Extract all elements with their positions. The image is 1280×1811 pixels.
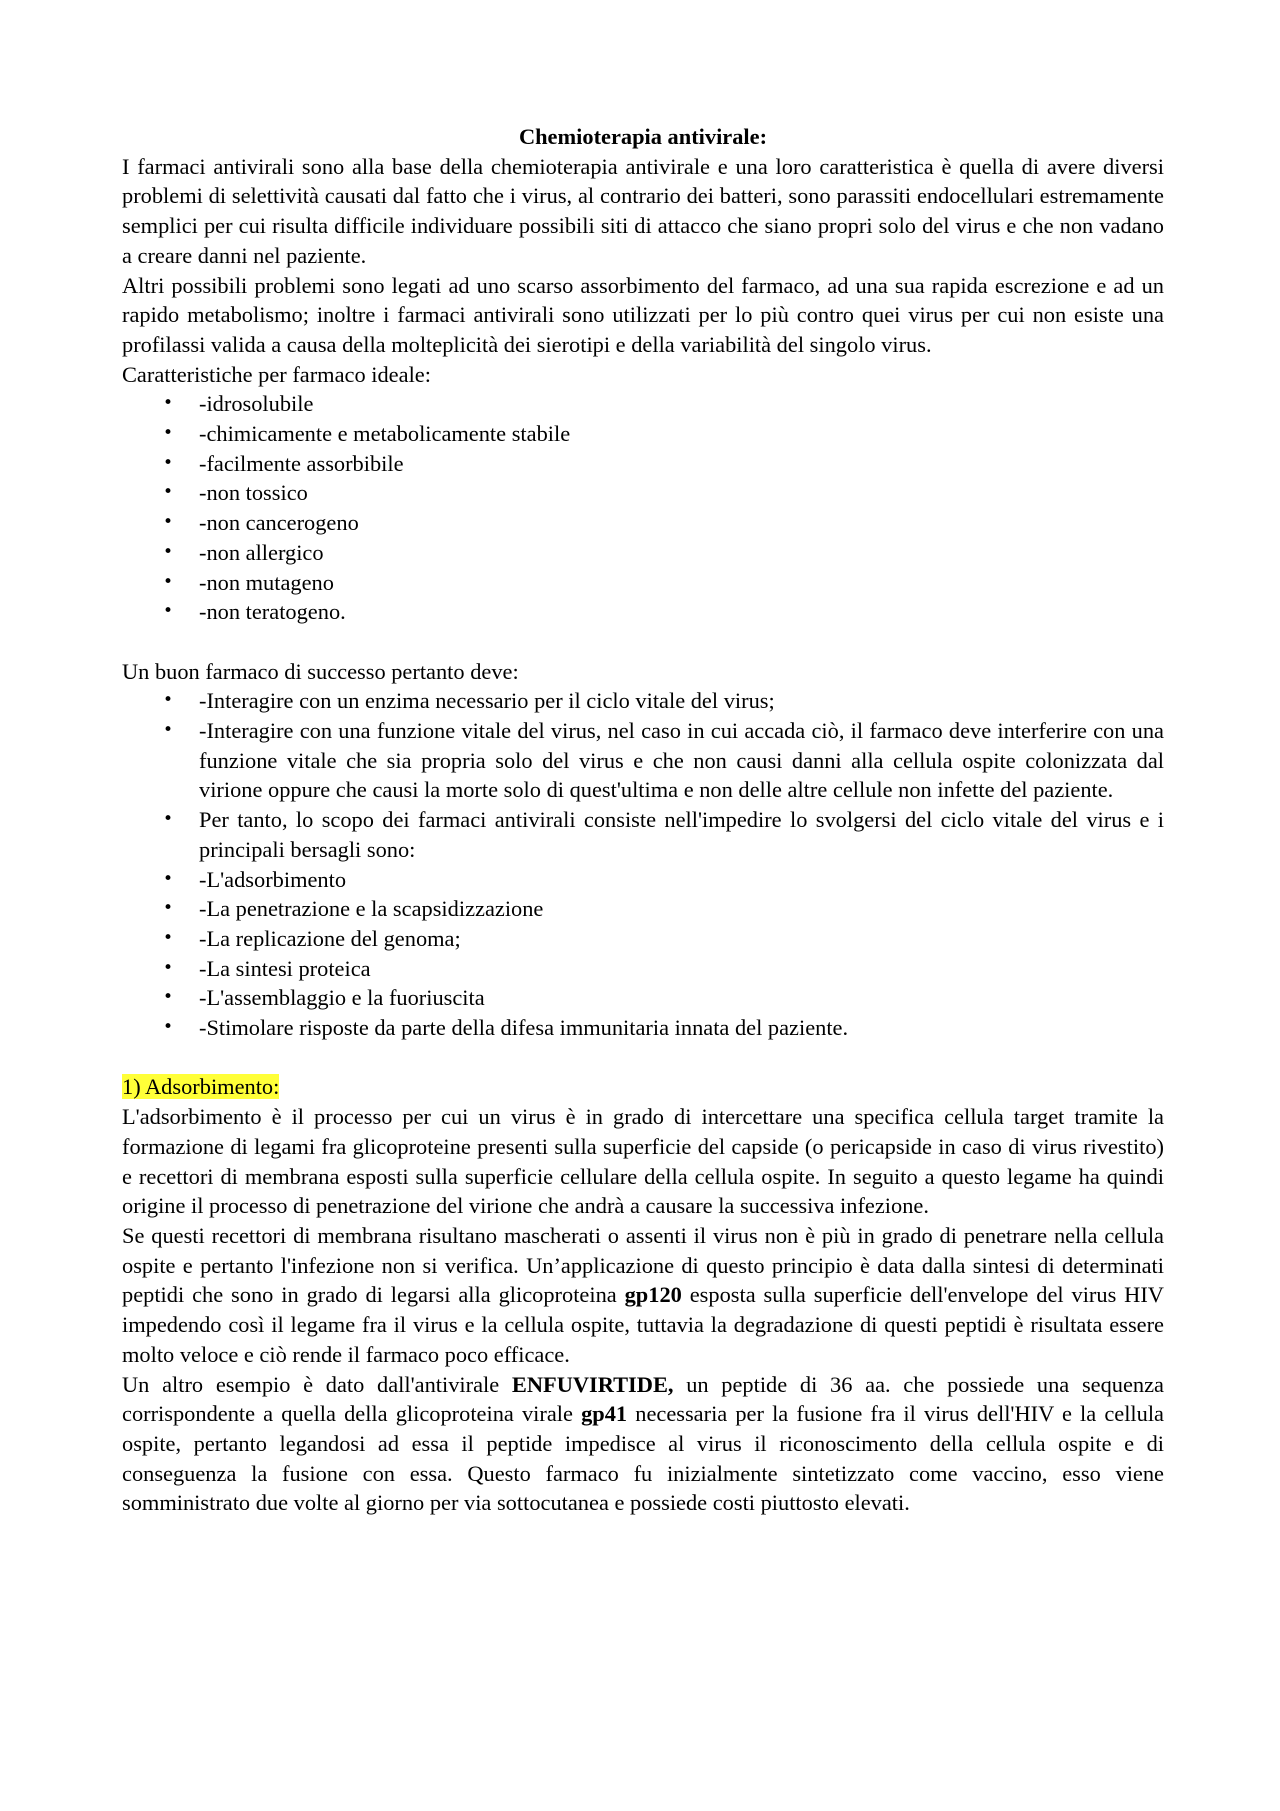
bullet-icon: • bbox=[163, 423, 174, 444]
list-item bbox=[122, 924, 1164, 954]
bullet-icon: • bbox=[163, 393, 174, 414]
list-item-text: -Stimolare risposte da parte della difesa immunitaria innata del paziente. bbox=[199, 1015, 849, 1041]
list-item bbox=[122, 508, 1164, 538]
bullet-icon: • bbox=[163, 571, 174, 592]
bullet-icon: • bbox=[163, 957, 174, 978]
intro-paragraph-2: Altri possibili problemi sono legati ad uno scarso assorbimento del farmaco, ad una sua rapida escrezione e ad un rapido metabolismo; inoltre i farmaci antivirali sono utilizzati per lo più contro quei virus per cui non esiste una profilassi valida a causa della molteplicità dei sierotipi e della variabilità del singolo virus. bbox=[122, 272, 1164, 357]
list-item-text: -chimicamente e metabolicamente stabile bbox=[199, 421, 571, 447]
list-item bbox=[122, 865, 1164, 895]
list-item-text: -non mutageno bbox=[199, 569, 334, 595]
bullet-icon: • bbox=[163, 809, 174, 830]
bullet-icon: • bbox=[163, 482, 174, 503]
bullet-icon: • bbox=[163, 541, 174, 562]
text-run: esposta sulla superficie dell'envelope del virus HIV impedendo così il legame fra il virus e la cellula ospite, tuttavia la degradazione di questi peptidi è risultata essere molto veloce e ciò rende il farmaco poco efficace. bbox=[122, 1282, 1164, 1367]
list-item-text: -non cancerogeno bbox=[199, 510, 359, 536]
list-item-text: -facilmente assorbibile bbox=[199, 450, 404, 476]
list-item-text: -non tossico bbox=[199, 480, 308, 506]
list-item bbox=[122, 419, 1164, 449]
success-requirements-list bbox=[122, 686, 1164, 1042]
list-item bbox=[122, 478, 1164, 508]
intro-paragraph-1: I farmaci antivirali sono alla base della chemioterapia antivirale e una loro caratteristica è quella di avere diversi problemi di selettività causati dal fatto che i virus, al contrario dei batteri, sono parassiti endocellulari estremamente semplici per cui risulta difficile individuare possibili siti di attacco che siano propri solo del virus e che non vadano a creare danni nel paziente. bbox=[122, 153, 1164, 268]
success-list-heading: Un buon farmaco di successo pertanto deve: bbox=[122, 658, 519, 684]
list-item bbox=[122, 686, 1164, 716]
list-item bbox=[122, 449, 1164, 479]
bullet-icon: • bbox=[163, 987, 174, 1008]
list-item bbox=[122, 716, 1164, 805]
list-item-text: -non teratogeno. bbox=[199, 599, 346, 625]
list-item-text: -La sintesi proteica bbox=[199, 955, 371, 981]
list-item bbox=[122, 597, 1164, 627]
adsorption-paragraph-3 bbox=[122, 1370, 1164, 1519]
text-run: Un altro esempio è dato dall'antivirale bbox=[122, 1371, 512, 1397]
list-item-text: -La penetrazione e la scapsidizzazione bbox=[199, 896, 544, 922]
list-item-text: -idrosolubile bbox=[199, 391, 314, 417]
list-item-text: -L'adsorbimento bbox=[199, 866, 347, 892]
blank-line bbox=[122, 1043, 1164, 1073]
list-item bbox=[122, 389, 1164, 419]
list-item-text: -Interagire con un enzima necessario per il ciclo vitale del virus; bbox=[199, 688, 775, 714]
list-item-text: Per tanto, lo scopo dei farmaci antivirali consiste nell'impedire lo svolgersi del ciclo vitale del virus e i principali bersagli sono: bbox=[199, 807, 1164, 862]
ideal-list-heading: Caratteristiche per farmaco ideale: bbox=[122, 361, 431, 387]
list-item-text: -Interagire con una funzione vitale del virus, nel caso in cui accada ciò, il farmaco deve interferire con una funzione vitale che sia propria solo del virus e che non causi danni alla cellula ospite colonizzata dal virione oppure che causi la morte solo di quest'ultima e non delle altre cellule non infette del paziente. bbox=[199, 718, 1164, 803]
bullet-icon: • bbox=[163, 927, 174, 948]
term-gp41: gp41 bbox=[581, 1401, 628, 1427]
text-run: Se questi recettori di membrana risultano mascherati o assenti il virus non è più in grado di penetrare nella cellula ospite e pertanto l'infezione non si verifica. Un’applicazione di questo principio è data dalla sintesi di determinati peptidi che sono in grado di legarsi alla glicoproteina bbox=[122, 1222, 1164, 1308]
list-item-text: -L'assemblaggio e la fuoriuscita bbox=[199, 985, 485, 1011]
list-item bbox=[122, 568, 1164, 598]
highlighted-heading: 1) Adsorbimento: bbox=[122, 1074, 280, 1100]
page-title: Chemioterapia antivirale: bbox=[518, 124, 768, 149]
term-enfuvirtide: ENFUVIRTIDE, bbox=[511, 1371, 674, 1397]
document-page bbox=[122, 122, 1164, 1518]
bullet-icon: • bbox=[163, 512, 174, 533]
bullet-icon: • bbox=[163, 601, 174, 622]
list-item-text: -La replicazione del genoma; bbox=[199, 925, 461, 951]
adsorption-paragraph-1: L'adsorbimento è il processo per cui un virus è in grado di intercettare una specifica cellula target tramite la formazione di legami fra glicoproteine presenti sulla superficie del capside (o pericapside in caso di virus rivestito) e recettori di membrana esposti sulla superficie cellulare della cellula ospite. In seguito a questo legame ha quindi origine il processo di penetrazione del virione che andrà a causare la successiva infezione. bbox=[122, 1104, 1164, 1219]
blank-line bbox=[122, 627, 1164, 657]
bullet-icon: • bbox=[163, 720, 174, 741]
list-item-text: -non allergico bbox=[199, 539, 324, 565]
section-heading bbox=[122, 1072, 1164, 1102]
list-item bbox=[122, 894, 1164, 924]
term-gp120: gp120 bbox=[624, 1282, 682, 1308]
adsorption-paragraph-2 bbox=[122, 1221, 1164, 1370]
bullet-icon: • bbox=[163, 868, 174, 889]
ideal-characteristics-list bbox=[122, 389, 1164, 627]
bullet-icon: • bbox=[163, 690, 174, 711]
bullet-icon: • bbox=[163, 1017, 174, 1038]
bullet-icon: • bbox=[163, 898, 174, 919]
bullet-icon: • bbox=[163, 452, 174, 473]
list-item bbox=[122, 538, 1164, 568]
list-item bbox=[122, 983, 1164, 1013]
text-run: necessaria per la fusione fra il virus dell'HIV e la cellula ospite, pertanto legandosi ad essa il peptide impedisce al virus il riconoscimento della cellula ospite e di conseguenza la fusione con essa. Questo farmaco fu inizialmente sintetizzato come vaccino, esso viene somministrato due volte al giorno per via sottocutanea e possiede costi piuttosto elevati. bbox=[122, 1401, 1164, 1516]
list-item bbox=[122, 1013, 1164, 1043]
list-item bbox=[122, 954, 1164, 984]
list-item bbox=[122, 805, 1164, 864]
text-run: un peptide di 36 aa. che possiede una sequenza corrispondente a quella della glicoproteina virale bbox=[122, 1371, 1164, 1427]
